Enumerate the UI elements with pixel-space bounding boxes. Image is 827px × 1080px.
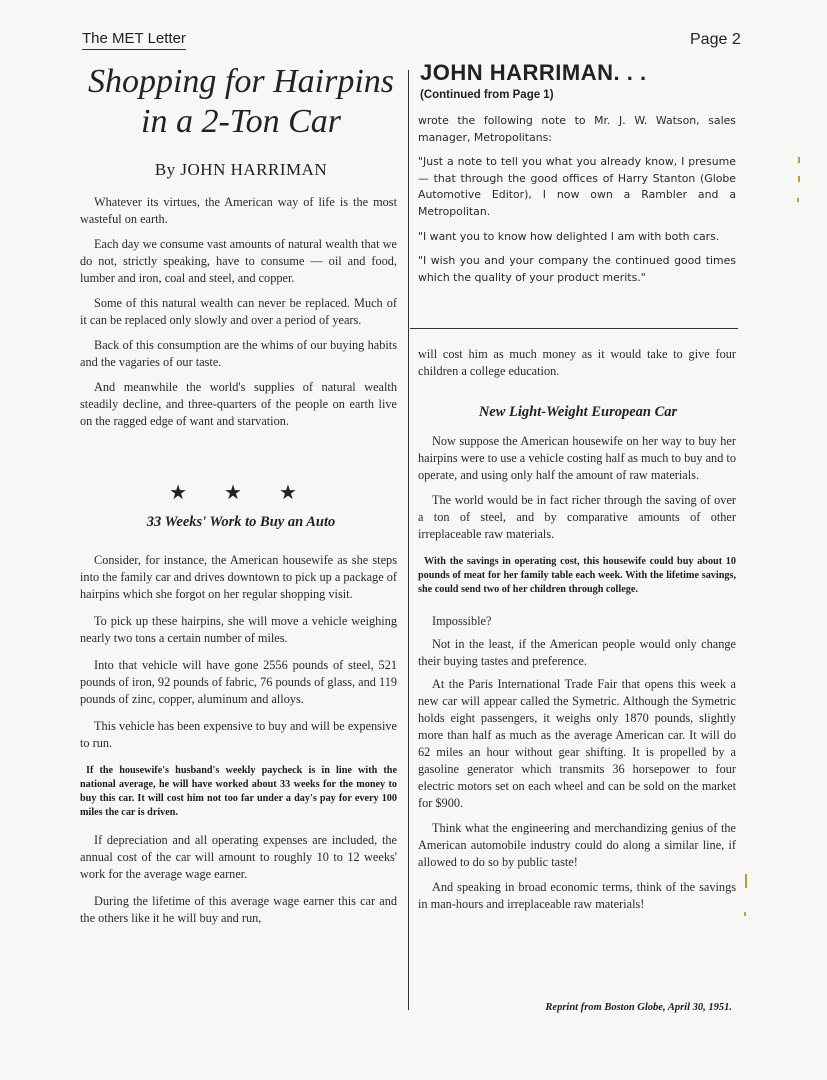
paragraph: Each day we consume vast amounts of natural wealth that we do not, strictly speaking, have to consume — oil and food, lumber and iron, coal and steel, and copper. — [80, 237, 397, 285]
section-separator-stars: ★ ★ ★ — [169, 482, 313, 504]
continued-note: (Continued from Page 1) — [420, 89, 554, 101]
paragraph: If depreciation and all operating expenses are included, the annual cost of the car will amount to roughly 10 to 12 weeks' work for the average wage earner. — [80, 833, 397, 881]
paragraph: Back of this consumption are the whims of our buying habits and the vagaries of our taste. — [80, 338, 397, 369]
article-title-line1: Shopping for Hairpins — [87, 63, 395, 100]
paragraph: "I wish you and your company the continued good times which the quality of your product merits." — [418, 254, 736, 284]
sidebar-divider — [410, 328, 738, 329]
paragraph: This vehicle has been expensive to buy and will be expensive to run. — [80, 719, 397, 750]
newsletter-name: The MET Letter — [82, 30, 186, 50]
paragraph: wrote the following note to Mr. J. W. Watson, sales manager, Metropolitans: — [418, 114, 736, 144]
paragraph: Think what the engineering and merchandizing genius of the American automobile industry could do along a similar line, if allowed to do so by public taste! — [418, 821, 736, 869]
paragraph: "I want you to know how delighted I am with both cars. — [418, 229, 720, 243]
margin-mark — [744, 912, 746, 916]
paragraph: Not in the least, if the American people would only change their buying tastes and preference. — [418, 637, 736, 668]
paragraph: At the Paris International Trade Fair that opens this week a new car will appear called the Symetric. Although the Symetric holds eight passengers, it weighs only 1870 pounds, slightly more than half as much as the average American car. It will do 62 miles an hour without gear shifting. It is propelled by a gasoline generator which transmits 36 horsepower to four electric motors set on each wheel and can be sold on the market for $900. — [418, 677, 736, 810]
sidebar-title: JOHN HARRIMAN. . . — [420, 60, 647, 85]
paragraph: To pick up these hairpins, she will move a vehicle weighing nearly two tons a certain number of miles. — [80, 614, 397, 645]
sidebar-block — [418, 113, 736, 286]
column-divider — [408, 70, 409, 1010]
paragraph: Consider, for instance, the American housewife as she steps into the family car and drives downtown to pick up a package of hairpins which she forgot on her regular shopping visit. — [80, 553, 397, 601]
margin-mark — [797, 198, 799, 202]
intro-block — [80, 194, 397, 430]
section-heading: New Light-Weight European Car — [478, 404, 678, 420]
byline: By JOHN HARRIMAN — [154, 160, 328, 179]
paragraph: And meanwhile the world's supplies of natural wealth steadily decline, and three-quarters of the people on earth live on the ragged edge of want and starvation. — [80, 380, 397, 428]
section1-block — [80, 552, 397, 927]
bold-callout: If the housewife's husband's weekly paycheck is in line with the national average, he will have worked about 33 weeks for the money to buy this car. It will cost him not too far under a day's pay for every 100 miles the car is driven. — [80, 765, 397, 818]
paragraph: Some of this natural wealth can never be replaced. Much of it can be replaced only slowly and over a period of years. — [80, 296, 397, 327]
section-heading: 33 Weeks' Work to Buy an Auto — [146, 514, 336, 530]
paragraph: The world would be in fact richer through the saving of over a ton of steel, and by comparative amounts of other irreplaceable raw materials. — [418, 493, 736, 541]
paragraph: And speaking in broad economic terms, think of the savings in man-hours and irreplaceable raw materials! — [418, 880, 736, 911]
reprint-credit: Reprint from Boston Globe, April 30, 1951. — [545, 1002, 732, 1013]
margin-mark — [745, 874, 747, 888]
paragraph: "Just a note to tell you what you already know, I presume — that through the good offices of Harry Stanton (Globe Automotive Editor), I now own a Rambler and a Metropolitan. — [418, 155, 736, 218]
margin-mark — [798, 176, 800, 182]
margin-mark — [798, 157, 800, 163]
continuation-block — [418, 346, 736, 380]
article-title — [78, 62, 404, 142]
paragraph: Impossible? — [432, 614, 492, 628]
paragraph: will cost him as much money as it would take to give four children a college education. — [418, 347, 736, 378]
paragraph: Into that vehicle will have gone 2556 pounds of steel, 521 pounds of iron, 92 pounds of fabric, 76 pounds of glass, and 119 pounds of zinc, copper, aluminum and alloys. — [80, 658, 397, 706]
paragraph: Now suppose the American housewife on her way to buy her hairpins were to use a vehicle costing half as much to buy and to operate, and using only half the amount of raw materials. — [418, 434, 736, 482]
page-number: Page 2 — [690, 31, 741, 48]
article-title-line2: in a 2-Ton Car — [141, 103, 341, 140]
paragraph: Whatever its virtues, the American way of life is the most wasteful on earth. — [80, 195, 397, 226]
section2-block — [418, 433, 736, 913]
paragraph: During the lifetime of this average wage earner this car and the others like it he will buy and run, — [80, 894, 397, 925]
bold-callout: With the savings in operating cost, this housewife could buy about 10 pounds of meat for her family table each week. With the lifetime savings, she could send two of her children through college. — [418, 556, 736, 595]
